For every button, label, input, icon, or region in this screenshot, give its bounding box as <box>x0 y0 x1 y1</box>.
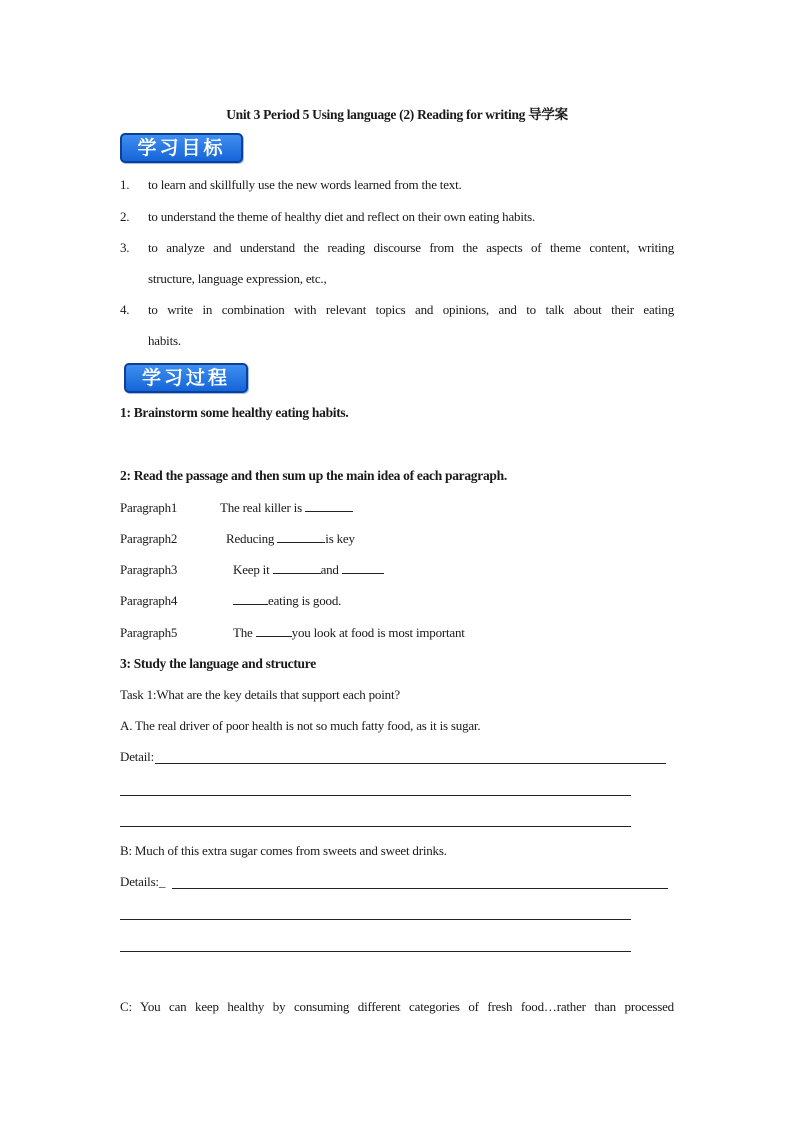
objectives-badge: 学习目标 <box>120 133 243 163</box>
fill-blank[interactable] <box>256 625 292 637</box>
paragraph-summary: Reducing is key <box>226 531 355 546</box>
fill-blank[interactable] <box>342 562 384 574</box>
point-b: B: Much of this extra sugar comes from sweets and sweet drinks. <box>120 843 447 858</box>
process-badge: 学习过程 <box>124 363 248 393</box>
page-title: Unit 3 Period 5 Using language (2) Reading for writing 导学案 <box>226 107 568 122</box>
paragraph-label: Paragraph1 <box>120 500 178 515</box>
paragraph-summary: The real killer is <box>220 500 353 516</box>
point-c: C: You can keep healthy by consuming different categories of fresh food…rather than processed <box>120 999 674 1014</box>
objective-number: 2. <box>120 209 130 224</box>
paragraph-label: Paragraph3 <box>120 562 178 577</box>
answer-line[interactable] <box>120 951 631 952</box>
section-heading-language-structure: 3: Study the language and structure <box>120 656 316 671</box>
paragraph-summary: The you look at food is most important <box>233 625 465 640</box>
answer-line[interactable] <box>172 888 668 889</box>
answer-line[interactable] <box>120 826 631 827</box>
detail-label: Details:_ <box>120 874 166 889</box>
answer-line[interactable] <box>120 919 631 920</box>
task-prompt: Task 1:What are the key details that support each point? <box>120 687 400 702</box>
fill-blank[interactable] <box>233 593 268 605</box>
paragraph-label: Paragraph4 <box>120 593 178 608</box>
answer-line[interactable] <box>120 795 631 796</box>
objective-text: to understand the theme of healthy diet and reflect on their own eating habits. <box>148 209 536 224</box>
objective-text-continued: habits. <box>148 333 181 348</box>
fill-blank[interactable] <box>305 500 353 512</box>
paragraph-label: Paragraph2 <box>120 531 178 546</box>
paragraph-summary: Keep it and <box>233 562 384 578</box>
detail-label: Detail: <box>120 749 154 764</box>
paragraph-summary: eating is good. <box>233 593 341 609</box>
fill-blank[interactable] <box>277 531 325 543</box>
objective-number: 3. <box>120 240 130 255</box>
objective-number: 4. <box>120 302 130 317</box>
section-heading-brainstorm: 1: Brainstorm some healthy eating habits. <box>120 405 349 420</box>
objective-text-continued: structure, language expression, etc., <box>148 271 327 286</box>
objective-text: to write in combination with relevant topics and opinions, and to talk about their eating <box>148 302 674 317</box>
objective-text: to analyze and understand the reading discourse from the aspects of theme content, writing <box>148 240 674 255</box>
answer-line[interactable] <box>155 763 666 764</box>
point-a: A. The real driver of poor health is not so much fatty food, as it is sugar. <box>120 718 481 733</box>
section-heading-main-idea: 2: Read the passage and then sum up the main idea of each paragraph. <box>120 468 507 483</box>
fill-blank[interactable] <box>273 562 321 574</box>
objective-text: to learn and skillfully use the new words learned from the text. <box>148 177 462 192</box>
objective-number: 1. <box>120 177 130 192</box>
paragraph-label: Paragraph5 <box>120 625 178 640</box>
